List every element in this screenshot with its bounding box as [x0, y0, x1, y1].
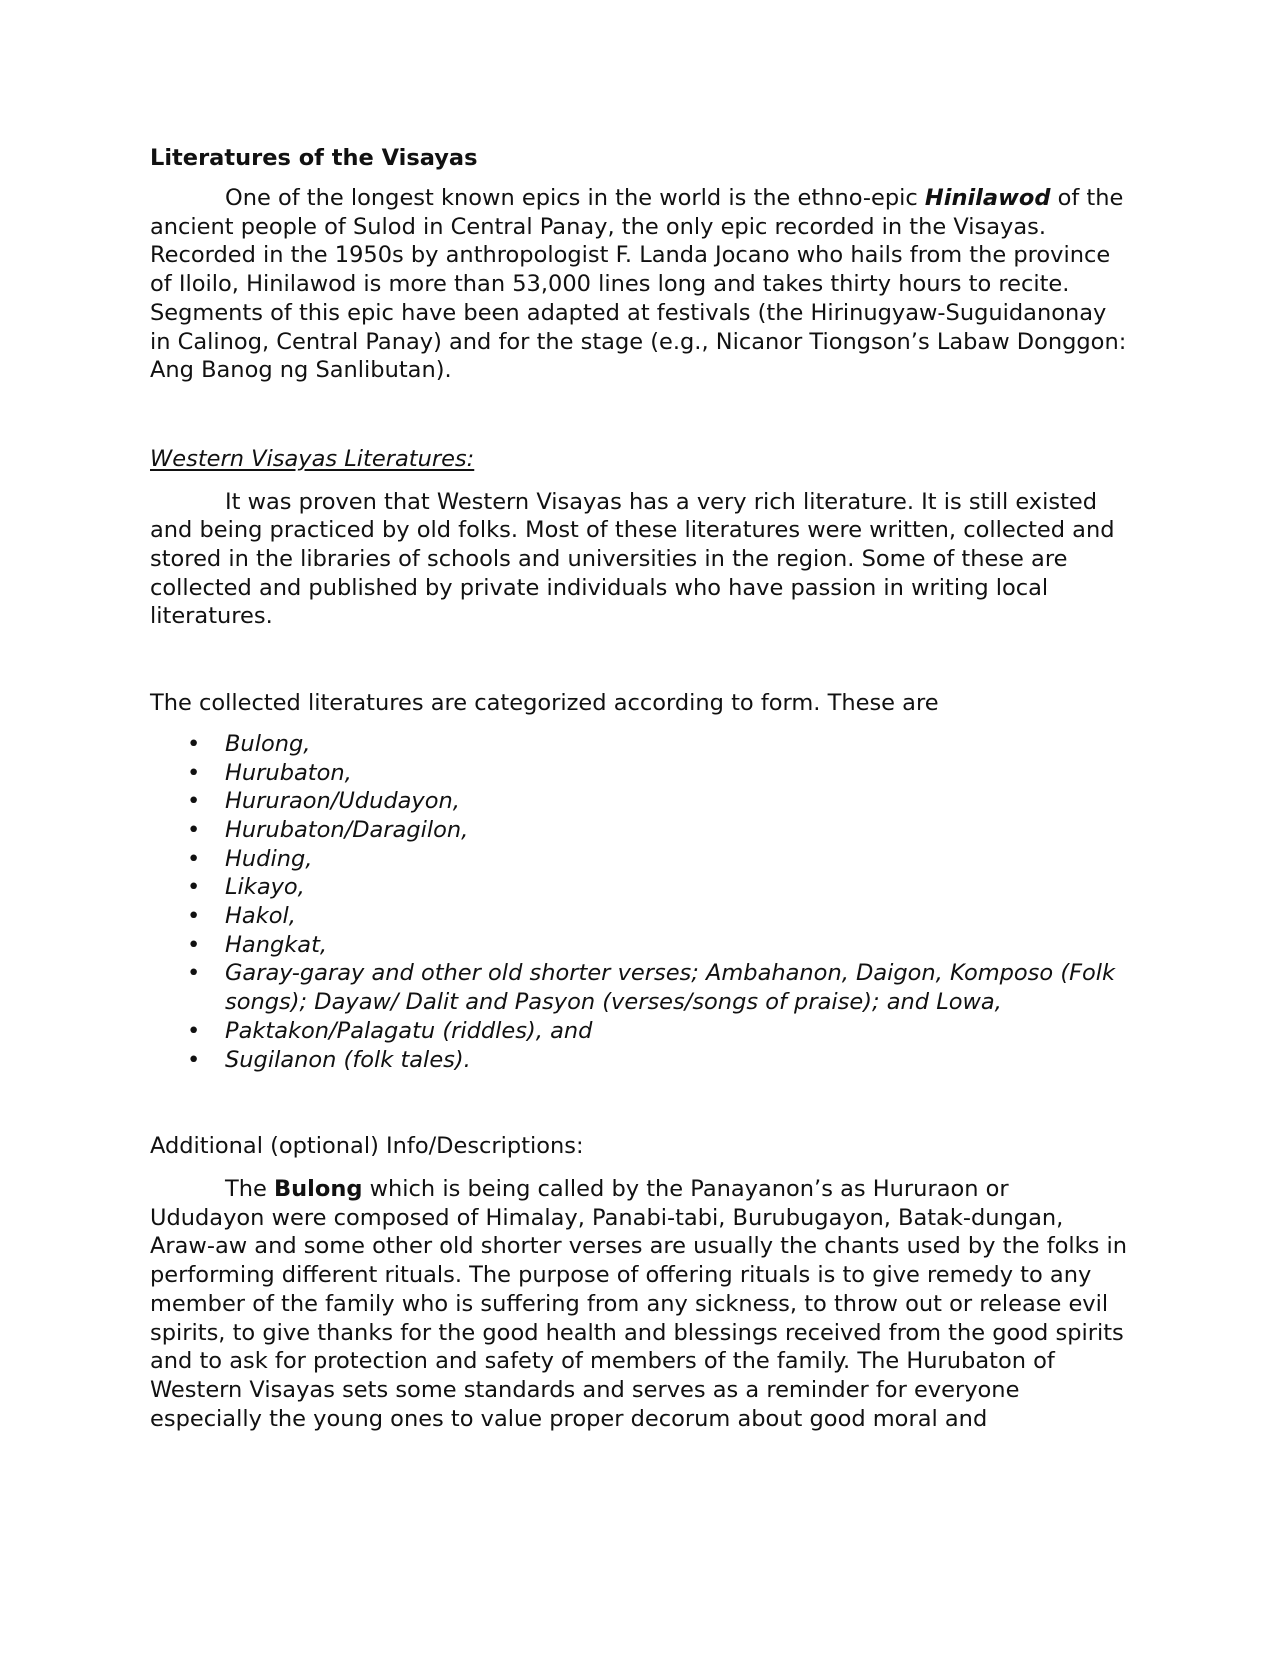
list-item: [150, 816, 1130, 845]
bullet-icon: •: [187, 788, 201, 815]
list-item-text: Garay-garay and other old shorter verses; Ambahanon, Daigon, Komposo (Folk songs); Dayaw/ Dalit and Pasyon (verses/songs of praise); and Lowa,: [225, 960, 1116, 1016]
western-visayas-paragraph: It was proven that Western Visayas has a very rich literature. It is still existed and being practiced by old folks. Most of these literatures were written, collected and stored in the libraries of schools and universities in the region. Some of these are collected and published by private individuals who have passion in writing local literatures.: [150, 488, 1115, 630]
list-item: [150, 845, 1130, 874]
additional-info-heading: Additional (optional) Info/Descriptions:: [150, 1133, 584, 1160]
bullet-icon: •: [187, 816, 201, 843]
list-item-text: Paktakon/Palagatu (riddles), and: [225, 1017, 593, 1044]
bullet-icon: •: [187, 1017, 201, 1044]
bullet-icon: •: [187, 931, 201, 958]
bullet-icon: •: [187, 960, 201, 987]
bullet-icon: •: [187, 874, 201, 901]
list-item-text: Hururaon/Ududayon,: [225, 788, 460, 815]
bulong-text-start: The: [225, 1175, 274, 1202]
list-item-text: Hurubaton/Daragilon,: [225, 816, 469, 843]
list-item-text: Bulong,: [225, 730, 311, 757]
list-item: [150, 931, 1130, 960]
bulong-emphasis: Bulong: [274, 1175, 363, 1202]
bullet-icon: •: [187, 1046, 201, 1073]
bullet-icon: •: [187, 903, 201, 930]
list-item: [150, 959, 1130, 1016]
list-item: [150, 759, 1130, 788]
bullet-icon: •: [187, 845, 201, 872]
bulong-text-rest: which is being called by the Panayanon’s as Hururaon or Ududayon were composed of Himalay, Panabi-tabi, Burubugayon, Batak-dungan, Araw-aw and some other old shorter verses are usually the chants used by the folks in performing different rituals. The purpose of offering rituals is to give remedy to any member of the family who is suffering from any sickness, to throw out or release evil spirits, to give thanks for the good health and blessings received from the good spirits and to ask for protection and safety of members of the family. The Hurubaton of Western Visayas sets some standards and serves as a reminder for everyone especially the young ones to value proper decorum about good moral and: [150, 1175, 1128, 1432]
list-item-text: Hakol,: [225, 903, 296, 930]
list-item-text: Likayo,: [225, 874, 305, 901]
list-item: [150, 787, 1130, 816]
document-body: [150, 144, 1130, 1433]
list-item: [150, 1046, 1130, 1075]
list-item: [150, 873, 1130, 902]
bullet-icon: •: [187, 730, 201, 757]
list-item: [150, 1017, 1130, 1046]
list-item-text: Huding,: [225, 845, 313, 872]
hinilawod-emphasis: Hinilawod: [924, 185, 1051, 211]
list-item-text: Hurubaton,: [225, 759, 352, 786]
literature-forms-list: [150, 730, 1130, 1074]
list-item-text: Sugilanon (folk tales).: [225, 1046, 471, 1073]
bulong-paragraph: [150, 1175, 1130, 1433]
intro-text-rest: of the ancient people of Sulod in Central Panay, the only epic recorded in the Visayas. Recorded in the 1950s by anthropologist F. Landa Jocano who hails from the province of Iloilo, Hinilawod is more than 53,000 lines long and takes thirty hours to recite. Segments of this epic have been adapted at festivals (the Hirinugyaw-Suguidanonay in Calinog, Central Panay) and for the stage (e.g., Nicanor Tiongson’s Labaw Donggon: Ang Banog ng Sanlibutan).: [150, 185, 1127, 384]
list-item: [150, 902, 1130, 931]
section-heading-western-visayas: Western Visayas Literatures:: [150, 445, 475, 472]
bullet-icon: •: [187, 759, 201, 786]
list-item: [150, 730, 1130, 759]
intro-paragraph: [150, 184, 1130, 385]
document-title: Literatures of the Visayas: [150, 145, 478, 171]
list-intro: The collected literatures are categorized according to form. These are: [150, 690, 939, 717]
intro-text-start: One of the longest known epics in the world is the ethno-epic: [225, 185, 925, 211]
list-item-text: Hangkat,: [225, 931, 328, 958]
